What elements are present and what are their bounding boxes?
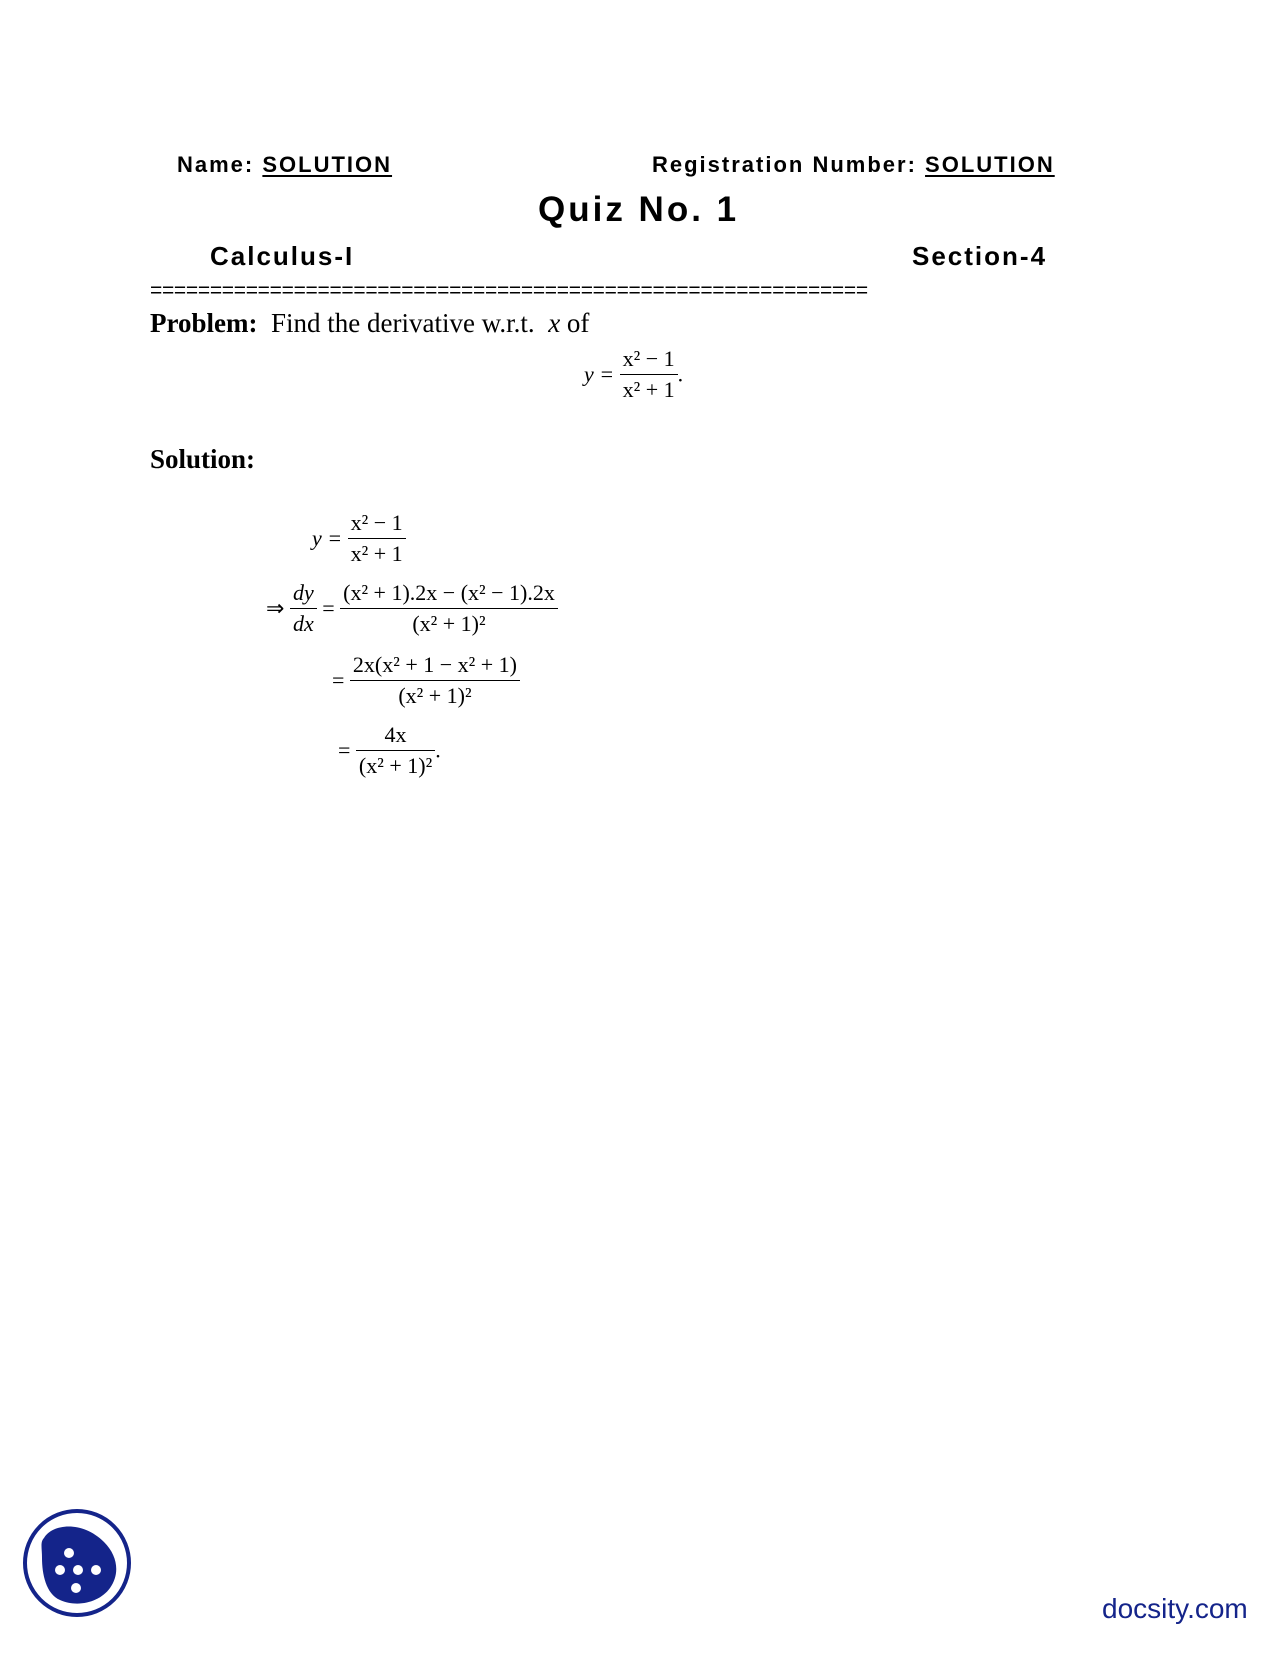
step-4-denominator: (x² + 1)²	[358, 753, 433, 778]
derivative-denominator: dx	[292, 611, 314, 636]
solution-step-3	[332, 650, 520, 711]
step-4-equals: =	[338, 737, 351, 763]
solution-step-1	[312, 508, 406, 569]
problem-label: Problem:	[150, 308, 258, 338]
name-field	[177, 152, 392, 178]
solution-step-2	[266, 578, 558, 639]
step-2-numerator: (x² + 1).2x − (x² − 1).2x	[340, 578, 558, 609]
problem-text: Find the derivative w.r.t.	[270, 308, 535, 338]
step-2-equals: =	[322, 595, 335, 621]
section-label: Section-4	[912, 241, 1048, 271]
registration-label: Registration Number:	[652, 152, 917, 177]
step-1-lhs: y =	[312, 525, 343, 551]
problem-variable: x	[548, 308, 561, 338]
step-1-fraction	[348, 508, 406, 569]
step-4-end: .	[435, 737, 441, 763]
registration-value: SOLUTION	[925, 152, 1055, 177]
solution-label: Solution:	[150, 444, 256, 474]
docsity-link[interactable]: docsity.com	[1102, 1593, 1248, 1624]
step-3-equals: =	[332, 667, 345, 693]
step-4-fraction	[356, 720, 435, 781]
docsity-logo-icon[interactable]	[22, 1508, 132, 1623]
quiz-title: Quiz No. 1	[538, 190, 740, 229]
implies-arrow: ⇒	[266, 595, 285, 621]
step-2-fraction	[340, 578, 558, 639]
name-value: SOLUTION	[262, 152, 393, 177]
problem-statement	[150, 308, 589, 339]
problem-equation	[584, 344, 683, 405]
step-3-fraction	[350, 650, 520, 711]
problem-tail: of	[566, 308, 590, 338]
step-3-denominator: (x² + 1)²	[398, 683, 472, 708]
registration-field	[652, 152, 1055, 178]
derivative-numerator: dy	[290, 578, 317, 609]
divider-rule: ============================================================	[150, 279, 868, 302]
step-3-numerator: 2x(x² + 1 − x² + 1)	[350, 650, 520, 681]
derivative-symbol	[290, 578, 317, 639]
step-4-numerator: 4x	[356, 720, 435, 751]
equation-denominator: x² + 1	[622, 377, 675, 402]
course-name: Calculus-I	[210, 241, 355, 271]
name-label: Name:	[177, 152, 255, 177]
equation-numerator: x² − 1	[620, 344, 678, 375]
equation-lhs: y =	[584, 361, 615, 387]
solution-step-4	[338, 720, 441, 781]
equation-end: .	[677, 361, 684, 387]
equation-fraction	[620, 344, 678, 405]
step-1-denominator: x² + 1	[350, 541, 403, 566]
step-2-denominator: (x² + 1)²	[412, 611, 486, 636]
step-1-numerator: x² − 1	[348, 508, 406, 539]
